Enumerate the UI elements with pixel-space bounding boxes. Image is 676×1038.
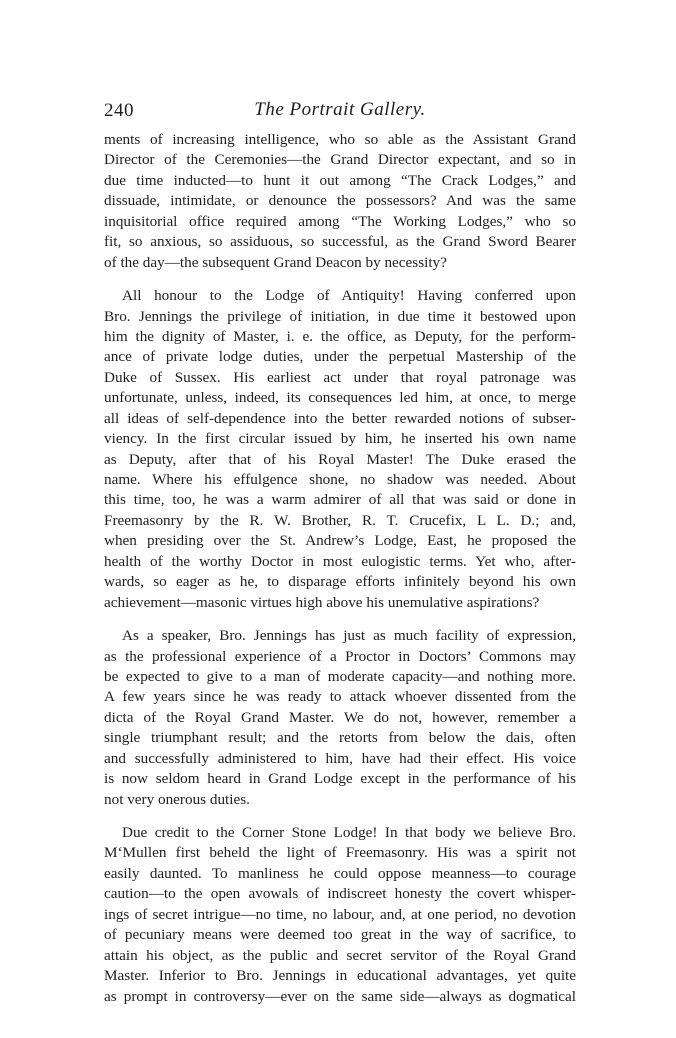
text-line: Due credit to the Corner Stone Lodge! In that body we believe Bro. [122, 824, 576, 841]
text-line: health of the worthy Doctor in most eulogistic terms. Yet who, after- [104, 552, 576, 570]
text-line: not very onerous duties. [104, 790, 250, 808]
text-line: single triumphant result; and the retorts from below the dais, often [104, 729, 576, 747]
paragraph [104, 626, 576, 810]
text-line: Duke of Sussex. His earliest act under that royal patronage was [104, 368, 576, 386]
text-line: as Deputy, after that of his Royal Master! The Duke erased the [104, 450, 576, 468]
text-line: this time, too, he was a warm admirer of all that was said or done in [104, 491, 576, 509]
text-line: caution—to the open avowals of indiscreet honesty the covert whisper- [104, 885, 576, 903]
text-line: is now seldom heard in Grand Lodge except in the performance of his [104, 770, 576, 788]
text-line: A few years since he was ready to attack whoever dissented from the [104, 688, 576, 706]
body-text [104, 130, 576, 1007]
text-line: due time inducted—to hunt it out among “The Crack Lodges,” and [104, 171, 576, 189]
paragraph-gap [104, 613, 576, 626]
text-line: as prompt in controversy—ever on the same side—always as dogmatical [104, 987, 576, 1005]
text-line: name. Where his effulgence shone, no shadow was needed. About [104, 471, 576, 488]
running-title: The Portrait Gallery. [254, 99, 426, 120]
text-line: unfortunate, unless, indeed, its consequences led him, at once, to merge [104, 389, 576, 407]
text-line: dissuade, intimidate, or denounce the possessors? And was the same [104, 192, 576, 210]
text-line: Master. Inferior to Bro. Jennings in educational advantages, yet quite [104, 967, 576, 985]
page-header [104, 100, 576, 124]
paragraph [104, 286, 576, 613]
page-number: 240 [104, 100, 134, 121]
text-line: All honour to the Lodge of Antiquity! Having conferred upon [122, 287, 576, 305]
text-line: as the professional experience of a Proctor in Doctors’ Commons may [104, 647, 576, 665]
text-line: him the dignity of Master, i. e. the office, as Deputy, for the perform- [104, 327, 576, 345]
text-line: Bro. Jennings the privilege of initiation, in due time it bestowed upon [104, 307, 576, 325]
paragraph-gap [104, 810, 576, 823]
text-line: viency. In the first circular issued by him, he inserted his own name [104, 430, 576, 448]
text-line: be expected to give to a man of moderate capacity—and nothing more. [104, 667, 576, 685]
text-line: M‘Mullen first beheld the light of Freemasonry. His was a spirit not [104, 844, 576, 862]
text-line: dicta of the Royal Grand Master. We do not, however, remember a [104, 708, 576, 726]
text-line: easily daunted. To manliness he could oppose meanness—to courage [104, 864, 576, 882]
text-line: wards, so eager as he, to disparage efforts infinitely beyond his own [104, 573, 576, 591]
text-line: when presiding over the St. Andrew’s Lodge, East, he proposed the [104, 532, 576, 550]
text-line: ments of increasing intelligence, who so able as the Assistant Grand [104, 131, 576, 148]
text-line: and successfully administered to him, have had their effect. His voice [104, 749, 576, 767]
text-line: ings of secret intrigue—no time, no labour, and, at one period, no devotion [104, 905, 576, 923]
text-line: As a speaker, Bro. Jennings has just as much facility of expression, [122, 627, 576, 645]
paragraph [104, 130, 576, 273]
text-line: of pecuniary means were deemed too great in the way of sacrifice, to [104, 926, 576, 944]
paragraph [104, 823, 576, 1007]
paragraph-gap [104, 273, 576, 286]
text-line: ance of private lodge duties, under the perpetual Mastership of the [104, 348, 576, 366]
text-line: Director of the Ceremonies—the Grand Director expectant, and so in [104, 151, 576, 169]
text-line: fit, so anxious, so assiduous, so successful, as the Grand Sword Bearer [104, 233, 576, 251]
text-line: all ideas of self-dependence into the better rewarded notions of subser- [104, 409, 576, 427]
text-line: inquisitorial office required among “The Working Lodges,” who so [104, 212, 576, 230]
text-line: Freemasonry by the R. W. Brother, R. T. Crucefix, L L. D.; and, [104, 511, 576, 529]
text-line: attain his object, as the public and secret servitor of the Royal Grand [104, 946, 576, 964]
text-line: achievement—masonic virtues high above his unemulative aspirations? [104, 593, 540, 611]
text-line: of the day—the subsequent Grand Deacon by necessity? [104, 253, 447, 271]
